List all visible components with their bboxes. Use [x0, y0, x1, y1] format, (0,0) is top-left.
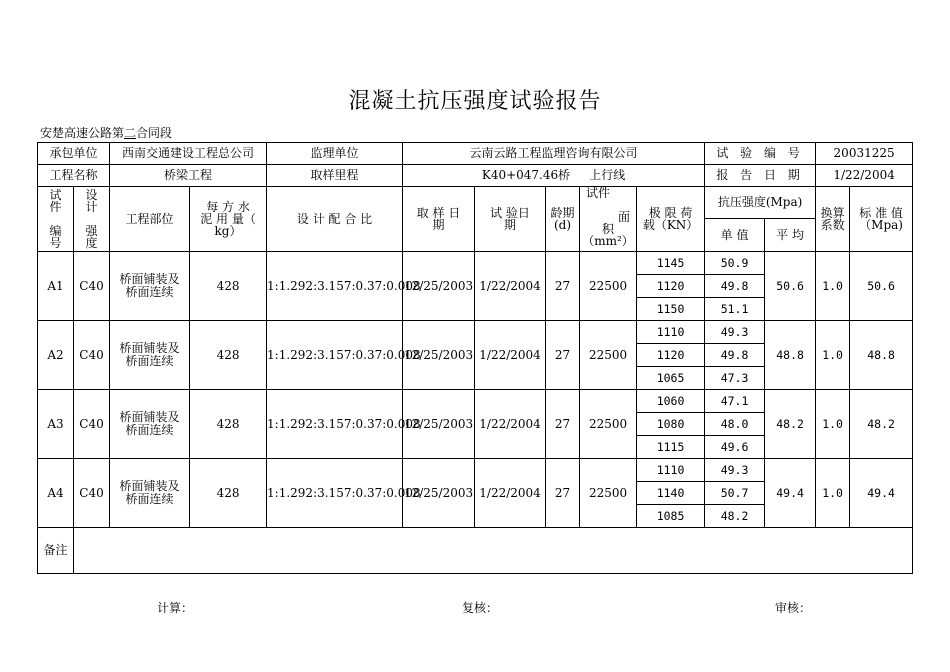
cement-quantity: 428	[190, 252, 267, 321]
sampling-date: 12/25/2003	[403, 321, 475, 390]
mix-ratio: 1:1.292:3.157:0.37:0.008	[267, 252, 403, 321]
average-strength: 50.6	[765, 252, 816, 321]
single-strength: 48.2	[705, 505, 765, 528]
header-row-1	[38, 187, 913, 219]
conversion-coefficient: 1.0	[816, 459, 850, 528]
sampling-date: 12/25/2003	[403, 390, 475, 459]
sampling-date: 12/25/2003	[403, 459, 475, 528]
table-row	[38, 321, 913, 344]
engineering-part: 桥面铺装及 桥面连续	[110, 252, 190, 321]
specimen-area: 22500	[580, 252, 637, 321]
col-cement: 每 方 水 泥 用 量（ kg）	[190, 187, 267, 252]
test-date: 1/22/2004	[475, 459, 546, 528]
col-average: 平 均	[765, 219, 816, 252]
report-date-value: 1/22/2004	[816, 165, 913, 187]
average-strength: 48.8	[765, 321, 816, 390]
design-grade: C40	[74, 390, 110, 459]
col-test-date: 试 验日 期	[475, 187, 546, 252]
single-strength: 50.9	[705, 252, 765, 275]
cement-quantity: 428	[190, 390, 267, 459]
supervisor-label: 监理单位	[267, 143, 403, 165]
contractor-value: 西南交通建设工程总公司	[110, 143, 267, 165]
table-row	[38, 459, 913, 482]
project-label: 工程名称	[38, 165, 110, 187]
cement-quantity: 428	[190, 321, 267, 390]
single-strength: 49.6	[705, 436, 765, 459]
ultimate-load: 1145	[637, 252, 705, 275]
conversion-coefficient: 1.0	[816, 390, 850, 459]
specimen-id: A4	[38, 459, 74, 528]
age-days: 27	[546, 390, 580, 459]
specimen-id: A2	[38, 321, 74, 390]
standard-value: 49.4	[850, 459, 913, 528]
col-sampling-date: 取 样 日 期	[403, 187, 475, 252]
age-days: 27	[546, 321, 580, 390]
remark-value	[74, 528, 913, 574]
col-single: 单 值	[705, 219, 765, 252]
report-title: 混凝土抗压强度试验报告	[348, 89, 602, 114]
ultimate-load: 1115	[637, 436, 705, 459]
remark-label: 备注	[38, 528, 74, 574]
conversion-coefficient: 1.0	[816, 252, 850, 321]
specimen-area: 22500	[580, 321, 637, 390]
remark-row	[38, 528, 913, 574]
ultimate-load: 1065	[637, 367, 705, 390]
single-strength: 47.1	[705, 390, 765, 413]
specimen-id: A1	[38, 252, 74, 321]
contract-number: 二	[124, 126, 137, 140]
standard-value: 48.8	[850, 321, 913, 390]
specimen-area: 22500	[580, 459, 637, 528]
test-no-value: 20031225	[816, 143, 913, 165]
mileage-cell	[403, 165, 705, 187]
standard-value: 48.2	[850, 390, 913, 459]
footer-audit: 审核：	[775, 601, 812, 615]
ultimate-load: 1110	[637, 459, 705, 482]
design-grade: C40	[74, 459, 110, 528]
single-strength: 49.3	[705, 459, 765, 482]
ultimate-load: 1110	[637, 321, 705, 344]
average-strength: 48.2	[765, 390, 816, 459]
col-strength-group: 抗压强度(Mpa)	[705, 187, 816, 219]
project-value: 桥梁工程	[110, 165, 267, 187]
single-strength: 51.1	[705, 298, 765, 321]
mileage-label: 取样里程	[267, 165, 403, 187]
col-area: 试件 面 积 （mm²）	[580, 187, 637, 252]
mileage-value: K40+047.46桥	[481, 168, 571, 182]
ultimate-load: 1085	[637, 505, 705, 528]
single-strength: 49.8	[705, 275, 765, 298]
ultimate-load: 1120	[637, 275, 705, 298]
info-row-2	[38, 165, 913, 187]
supervisor-value: 云南云路工程监理咨询有限公司	[403, 143, 705, 165]
age-days: 27	[546, 459, 580, 528]
engineering-part: 桥面铺装及 桥面连续	[110, 459, 190, 528]
col-standard: 标 准 值 （Mpa)	[850, 187, 913, 252]
test-date: 1/22/2004	[475, 252, 546, 321]
age-days: 27	[546, 252, 580, 321]
ultimate-load: 1080	[637, 413, 705, 436]
single-strength: 49.8	[705, 344, 765, 367]
specimen-area: 22500	[580, 390, 637, 459]
footer-calc: 计算：	[157, 601, 194, 615]
mix-ratio: 1:1.292:3.157:0.37:0.008	[267, 321, 403, 390]
footer-review: 复核：	[462, 601, 499, 615]
contract-suffix: 合同段	[136, 126, 173, 140]
cement-quantity: 428	[190, 459, 267, 528]
single-strength: 48.0	[705, 413, 765, 436]
design-grade: C40	[74, 321, 110, 390]
col-part: 工程部位	[110, 187, 190, 252]
col-coefficient: 换算 系数	[816, 187, 850, 252]
col-load: 极 限 荷 载（KN）	[637, 187, 705, 252]
col-age: 龄期 (d)	[546, 187, 580, 252]
sampling-date: 12/25/2003	[403, 252, 475, 321]
col-specimen-no: 试 件 编 号	[38, 187, 74, 252]
report-table	[37, 142, 913, 574]
ultimate-load: 1140	[637, 482, 705, 505]
mileage-direction: 上行线	[589, 168, 626, 182]
mix-ratio: 1:1.292:3.157:0.37:0.008	[267, 459, 403, 528]
engineering-part: 桥面铺装及 桥面连续	[110, 321, 190, 390]
test-date: 1/22/2004	[475, 321, 546, 390]
single-strength: 50.7	[705, 482, 765, 505]
report-date-label: 报 告 日 期	[705, 165, 816, 187]
contract-section	[40, 124, 172, 141]
average-strength: 49.4	[765, 459, 816, 528]
table-row	[38, 390, 913, 413]
single-strength: 49.3	[705, 321, 765, 344]
mix-ratio: 1:1.292:3.157:0.37:0.008	[267, 390, 403, 459]
ultimate-load: 1150	[637, 298, 705, 321]
engineering-part: 桥面铺装及 桥面连续	[110, 390, 190, 459]
test-no-label: 试 验 编 号	[705, 143, 816, 165]
conversion-coefficient: 1.0	[816, 321, 850, 390]
contract-prefix: 安楚高速公路第	[40, 126, 125, 140]
single-strength: 47.3	[705, 367, 765, 390]
ultimate-load: 1060	[637, 390, 705, 413]
standard-value: 50.6	[850, 252, 913, 321]
design-grade: C40	[74, 252, 110, 321]
info-row-1	[38, 143, 913, 165]
ultimate-load: 1120	[637, 344, 705, 367]
contractor-label: 承包单位	[38, 143, 110, 165]
col-mix-ratio: 设 计 配 合 比	[267, 187, 403, 252]
test-date: 1/22/2004	[475, 390, 546, 459]
table-row	[38, 252, 913, 275]
col-design-strength: 设 计 强 度	[74, 187, 110, 252]
specimen-id: A3	[38, 390, 74, 459]
